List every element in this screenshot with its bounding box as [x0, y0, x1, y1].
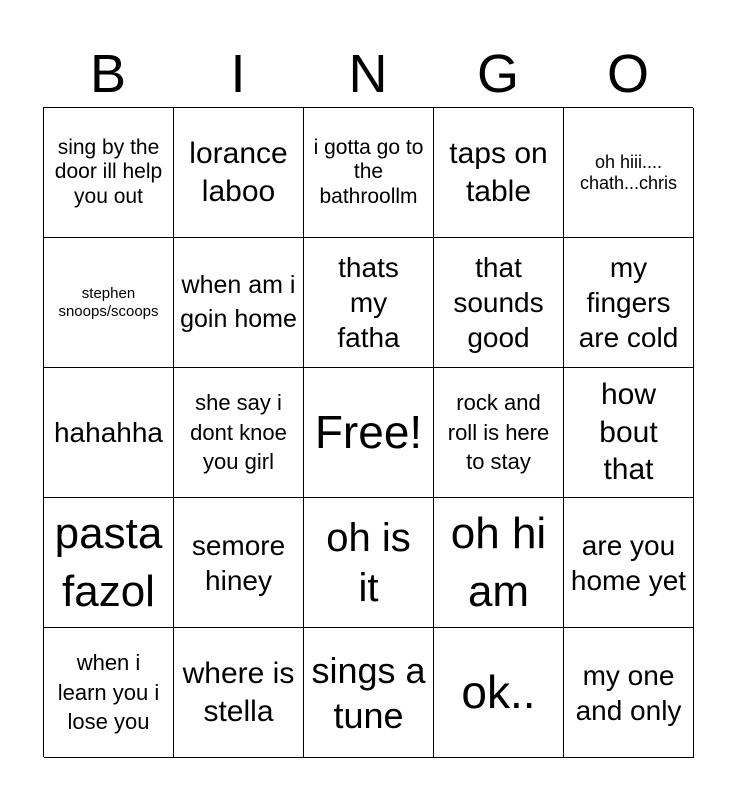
cell-text: semore hiney [191, 529, 286, 596]
bingo-cell[interactable] [304, 628, 434, 758]
cell-text: rock and roll is here to stay [447, 389, 550, 475]
cell-text: oh is it [326, 515, 411, 610]
cell-text: hahahha [53, 417, 163, 448]
bingo-cell[interactable] [44, 498, 174, 628]
bingo-cell[interactable] [44, 108, 174, 238]
cell-text: thats my fatha [337, 252, 400, 353]
bingo-cell[interactable] [304, 368, 434, 498]
bingo-cell[interactable] [434, 368, 564, 498]
cell-text: lorance laboo [189, 137, 288, 208]
bingo-cell[interactable] [44, 628, 174, 758]
bingo-cell[interactable] [304, 238, 434, 368]
bingo-cell[interactable] [174, 368, 304, 498]
cell-text: my one and only [575, 659, 682, 726]
bingo-cell[interactable] [564, 238, 694, 368]
bingo-cell[interactable] [434, 238, 564, 368]
header-letter-o: O [606, 44, 649, 104]
cell-text: pasta fazol [54, 509, 163, 616]
bingo-header [43, 42, 693, 106]
cell-text: how bout that [599, 378, 658, 487]
cell-text: she say i dont knoe you girl [190, 389, 287, 475]
cell-text: taps on table [449, 137, 548, 208]
bingo-cell[interactable] [174, 108, 304, 238]
bingo-cell[interactable] [174, 498, 304, 628]
bingo-cell[interactable] [434, 108, 564, 238]
bingo-cell[interactable] [564, 498, 694, 628]
cell-text: my fingers are cold [578, 252, 679, 353]
bingo-cell[interactable] [174, 628, 304, 758]
bingo-cell[interactable] [564, 368, 694, 498]
header-letter-g: G [476, 44, 519, 104]
bingo-board [43, 107, 693, 757]
cell-text: i gotta go to the bathroollm [313, 136, 424, 208]
bingo-cell[interactable] [44, 238, 174, 368]
free-space: Free! [314, 406, 423, 459]
bingo-cell[interactable] [564, 108, 694, 238]
header-letter-i: I [230, 44, 246, 104]
cell-text: oh hi am [450, 509, 547, 616]
bingo-cell[interactable] [174, 238, 304, 368]
header-letter-b: B [89, 44, 127, 104]
bingo-cell[interactable] [434, 498, 564, 628]
cell-text: that sounds good [453, 252, 544, 353]
cell-text: where is stella [182, 657, 295, 728]
cell-text: sings a tune [311, 649, 426, 736]
bingo-cell[interactable] [304, 108, 434, 238]
cell-text: ok.. [461, 666, 536, 719]
bingo-cell[interactable] [434, 628, 564, 758]
cell-text: stephen snoops/scoops [58, 285, 159, 320]
header-letter-n: N [348, 44, 388, 104]
cell-text: oh hiii.... chath...chris [579, 151, 678, 193]
bingo-cell[interactable] [304, 498, 434, 628]
cell-text: sing by the door ill help you out [54, 136, 163, 208]
bingo-cell[interactable] [44, 368, 174, 498]
bingo-cell[interactable] [564, 628, 694, 758]
cell-text: are you home yet [570, 529, 687, 596]
cell-text: when am i goin home [180, 270, 297, 333]
cell-text: when i learn you i lose you [57, 649, 160, 735]
